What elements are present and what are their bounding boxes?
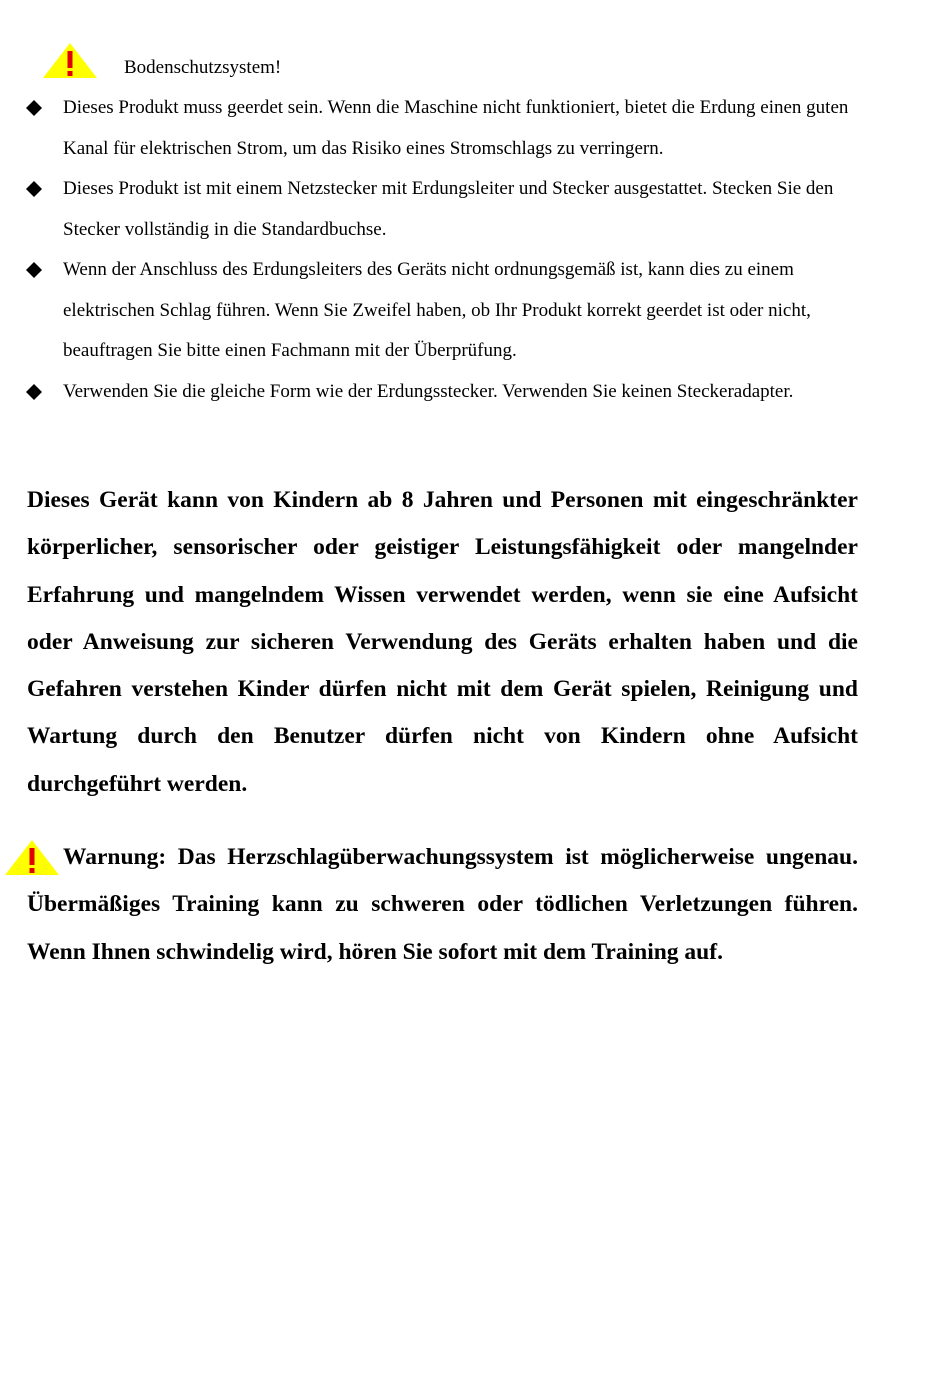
bullet-text: Dieses Produkt muss geerdet sein. Wenn die Maschine nicht funktioniert, bietet die Erdung einen guten Kanal für elektrischen Strom, um das Risiko eines Stromschlags zu verringern. xyxy=(63,97,849,159)
list-item xyxy=(26,88,866,169)
bullet-text: Verwenden Sie die gleiche Form wie der Erdungsstecker. Verwenden Sie keinen Steckeradapter. xyxy=(63,380,794,402)
warning-triangle-icon xyxy=(42,42,98,79)
diamond-bullet-icon xyxy=(26,262,42,278)
bullet-text: Wenn der Anschluss des Erdungsleiters des Geräts nicht ordnungsgemäß ist, kann dies zu einem elektrischen Schlag führen. Wenn Sie Zweifel haben, ob Ihr Produkt korrekt geerdet ist oder nicht, beauftragen Sie bitte einen Fachmann mit der Überprüfung. xyxy=(63,259,811,361)
diamond-bullet-icon xyxy=(26,100,42,116)
bullet-text: Dieses Produkt ist mit einem Netzstecker mit Erdungsleiter und Stecker ausgestattet. Stecken Sie den Stecker vollständig in die Standardbuchse. xyxy=(63,178,834,240)
heart-rate-warning-paragraph: Warnung: Das Herzschlagüberwachungssystem ist möglicherweise ungenau. Übermäßiges Training kann zu schweren oder tödlichen Verletzungen führen. Wenn Ihnen schwindelig wird, hören Sie sofort mit dem Training auf. xyxy=(27,844,858,965)
list-item xyxy=(26,250,866,372)
section-heading: Bodenschutzsystem! xyxy=(124,57,282,78)
list-item xyxy=(26,372,866,413)
list-item xyxy=(26,169,866,250)
diamond-bullet-icon xyxy=(26,181,42,197)
diamond-bullet-icon xyxy=(26,384,42,400)
children-notice-paragraph: Dieses Gerät kann von Kindern ab 8 Jahren und Personen mit eingeschränkter körperlicher, sensorischer oder geistiger Leistungsfähigkeit oder mangelnder Erfahrung und mangelndem Wissen verwendet werden, wenn sie eine Aufsicht oder Anweisung zur sicheren Verwendung des Geräts erhalten haben und die Gefahren verstehen Kinder dürfen nicht mit dem Gerät spielen, Reinigung und Wartung durch den Benutzer dürfen nicht von Kindern ohne Aufsicht durchgeführt werden. xyxy=(27,487,858,797)
bullet-list xyxy=(26,88,866,412)
